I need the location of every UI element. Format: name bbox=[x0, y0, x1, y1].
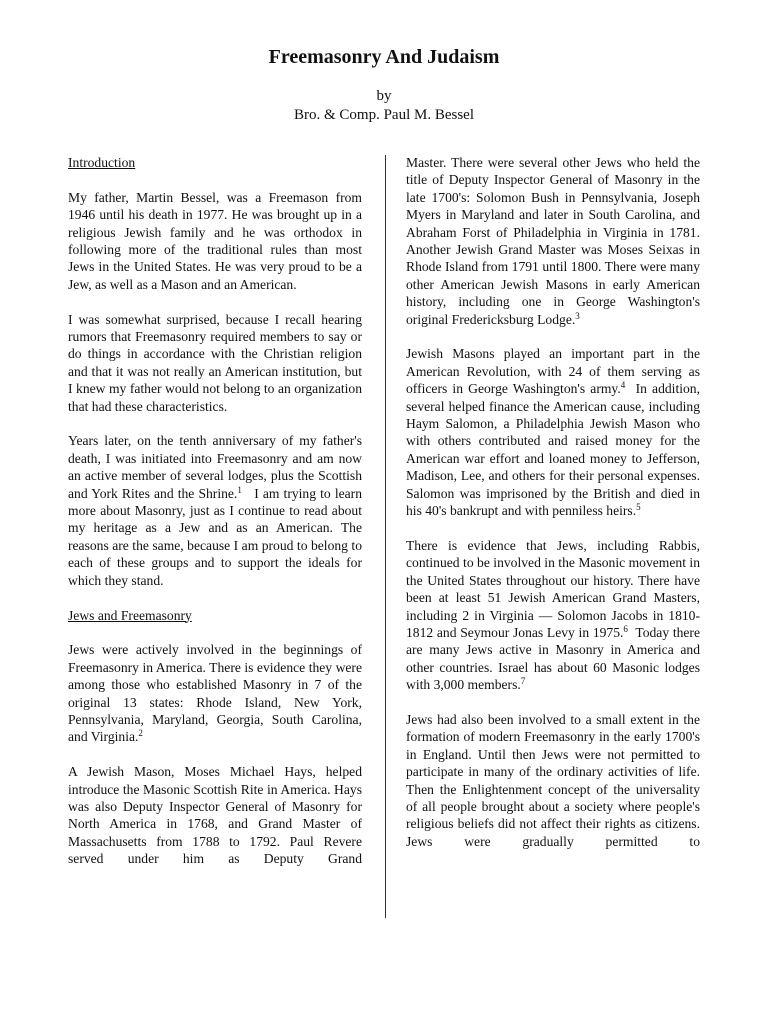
paragraph-text: Master. There were several other Jews who held the title of Deputy Inspector General of Masonry in the late 1700's: Solomon Bush in Pennsylvania, Joseph Myers in Maryland and later in South Carolina, and Abraham Forst of Philadelphia in Virginia in 1781. Another Jewish Grand Master was Moses Seixas in Rhode Island from 1791 until 1800. There were many other American Jewish Masons in early American history, including one in George Washington's original Fredericksburg Lodge. bbox=[406, 155, 700, 327]
paragraph bbox=[68, 432, 362, 589]
footnote-marker: 7 bbox=[520, 676, 526, 687]
paragraph-text: There is evidence that Jews, including Rabbis, continued to be involved in the Masonic movement in the United States throughout our history. There have been at least 51 Jewish American Grand Masters, including 2 in Virginia — Solomon Jacobs in 1810-1812 and Seymour Jonas Levy in 1975. bbox=[406, 537, 700, 640]
column-divider bbox=[385, 155, 386, 918]
right-column bbox=[406, 154, 700, 850]
paragraph: I was somewhat surprised, because I recall hearing rumors that Freemasonry required members to say or do things in accordance with the Christian religion and that it was not really an American institution, but I knew my father would not belong to an organization that had these characteristics. bbox=[68, 311, 362, 414]
footnote-marker: 4 bbox=[620, 380, 626, 391]
paragraph bbox=[406, 154, 700, 328]
paragraph-text: Jews were actively involved in the beginnings of Freemasonry in America. There is evidence they were among those who established Masonry in 7 of the original 13 states: Rhode Island, New York, Pennsylvania, Maryland, Georgia, South Carolina, and Virginia. bbox=[68, 642, 362, 745]
byline-by: by bbox=[376, 88, 392, 104]
paragraph-text: Today there are many Jews active in Masonry in America and other countries. Israel has about 60 Masonic lodges with 3,000 members. bbox=[406, 624, 700, 693]
introduction-heading-text: Introduction bbox=[68, 155, 136, 170]
left-column bbox=[68, 154, 362, 868]
paragraph-text: Jewish Masons played an important part in the American Revolution, with 24 of them serving as officers in George Washington's army. bbox=[406, 346, 700, 397]
footnote-marker: 6 bbox=[623, 623, 628, 634]
footnote-marker: 1 bbox=[237, 484, 242, 495]
footnote-marker: 3 bbox=[575, 310, 580, 321]
document-title: Freemasonry And Judaism bbox=[268, 46, 500, 68]
byline bbox=[0, 87, 768, 125]
jews-and-freemasonry-heading bbox=[68, 607, 362, 624]
paragraph: A Jewish Mason, Moses Michael Hays, helped introduce the Masonic Scottish Rite in America. Hays was also Deputy Inspector General of Masonry for North America in 1768, and Grand Master of Massachusetts from 1788 to 1792. Paul Revere served under him as Deputy Grand bbox=[68, 764, 362, 867]
paragraph bbox=[68, 641, 362, 745]
paragraph-text: Years later, on the tenth anniversary of my father's death, I was initiated into Freemasonry and am now an active member of several lodges, plus the Scottish and York Rites and the Shrine. bbox=[68, 433, 362, 501]
paragraph-text: I am trying to learn more about Masonry, just as I continue to read about my heritage as a Jew and as an American. The reasons are the same, because I am proud to belong to each of these groups and to support the ideals for which they stand. bbox=[68, 485, 362, 588]
introduction-heading bbox=[68, 154, 362, 171]
byline-author: Bro. & Comp. Paul M. Bessel bbox=[293, 107, 474, 123]
paragraph bbox=[406, 345, 700, 519]
paragraph: Jews had also been involved to a small extent in the formation of modern Freemasonry in the early 1700's in England. Until then Jews were not permitted to participate in many of the ordinary activities of life. Then the Enlightenment concept of the universality of all people brought about a society where people's religious beliefs did not affect their rights as citizens. Jews were gradually permitted to bbox=[406, 711, 700, 849]
footnote-marker: 2 bbox=[138, 728, 143, 739]
paragraph-text: In addition, several helped finance the American cause, including Haym Salomon, a Philadelphia Jewish Mason who with others contributed and raised money for the American war effort and loaned money to Jefferson, Madison, Lee, and others for their personal expenses. Salomon was imprisoned by the British and died in his 40's bankrupt and with penniless heirs. bbox=[406, 381, 700, 519]
jews-and-freemasonry-heading-text: Jews and Freemasonry bbox=[68, 607, 192, 623]
footnote-marker: 5 bbox=[636, 502, 641, 513]
paragraph: My father, Martin Bessel, was a Freemason from 1946 until his death in 1977. He was brought up in a religious Jewish family and he was orthodox in following more of the traditional rules than most Jews in the United States. He was very proud to be a Jew, as well as a Mason and an American. bbox=[68, 189, 362, 292]
paragraph bbox=[406, 537, 700, 694]
